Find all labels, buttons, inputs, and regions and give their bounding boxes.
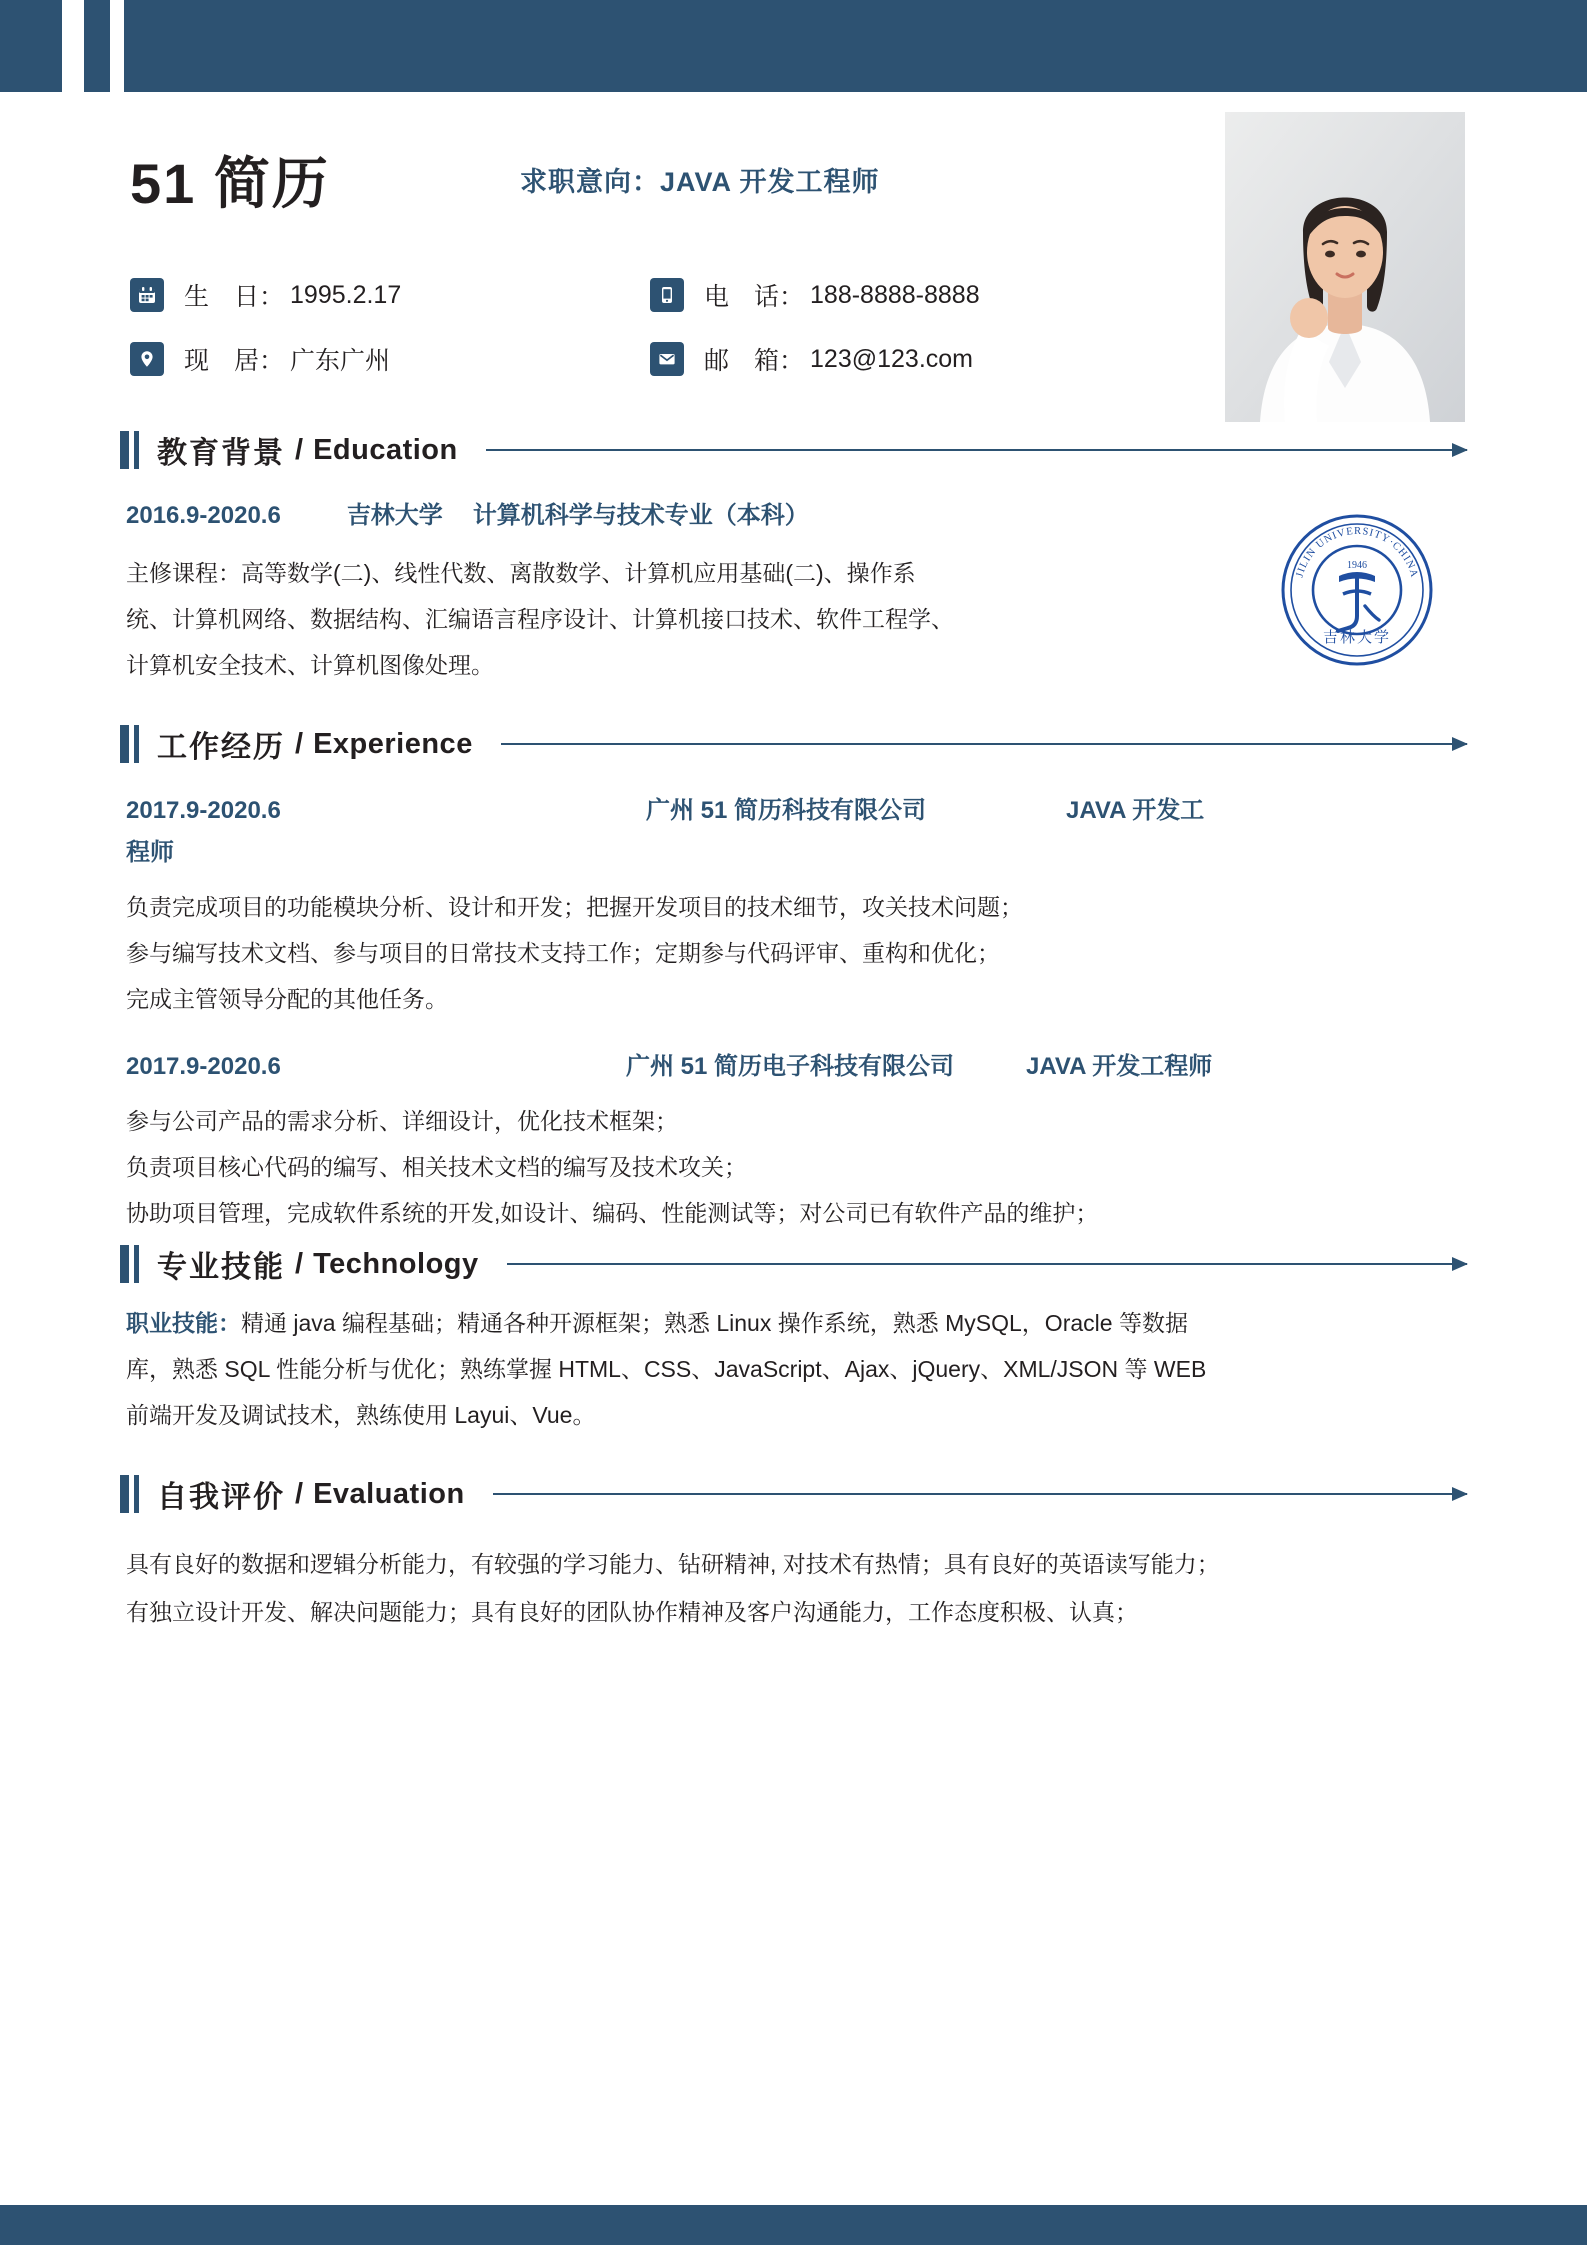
section-title-cn: 工作经历: [157, 731, 285, 764]
experience-company: 广州 51 简历科技有限公司: [646, 797, 927, 824]
experience-duty: 负责项目核心代码的编写、相关技术文档的编写及技术攻关；: [126, 1154, 747, 1180]
evaluation-block: [120, 1540, 1467, 1637]
bottom-decor-bar: [0, 2205, 1587, 2245]
university-logo-icon: [1277, 510, 1437, 670]
experience-block: [120, 790, 1467, 1236]
contact-phone: [650, 277, 980, 313]
svg-text:1946: 1946: [1347, 560, 1367, 571]
svg-text:吉林大学: 吉林大学: [1322, 630, 1392, 646]
education-block: [120, 498, 1467, 688]
section-title-slash: /: [295, 1477, 304, 1510]
top-decor-bar: [0, 0, 1587, 92]
technology-line: 库，熟悉 SQL 性能分析与优化；熟练掌握 HTML、CSS、JavaScript、Ajax、jQuery、XML/JSON 等 WEB: [126, 1356, 1207, 1382]
location-icon: [130, 342, 164, 376]
contact-row: [130, 277, 1140, 313]
section-title-slash: /: [295, 1247, 304, 1280]
heading-bars-icon: [120, 1475, 139, 1513]
section-title-cn: 教育背景: [157, 437, 285, 470]
section-heading-education: [120, 428, 1467, 472]
technology-text: [126, 1300, 1456, 1438]
section-title-cn: 专业技能: [157, 1251, 285, 1284]
top-decor-notch-b: [110, 0, 124, 92]
contact-location-value: 广东广州: [290, 347, 391, 375]
contact-email: [650, 341, 973, 377]
section-title-en: Evaluation: [313, 1477, 465, 1510]
education-course-line: 计算机安全技术、计算机图像处理。: [126, 652, 494, 678]
experience-date: 2017.9-2020.6: [126, 1053, 281, 1080]
section-title-en: Experience: [313, 727, 473, 760]
section-heading-evaluation: [120, 1472, 1467, 1516]
section-title-cn: 自我评价: [157, 1481, 285, 1514]
contact-grid: [130, 277, 1140, 405]
experience-date: 2017.9-2020.6: [126, 797, 281, 824]
contact-birthday-value: 1995.2.17: [290, 280, 402, 309]
education-entry-head: [126, 498, 1467, 534]
contact-phone-value: 188-8888-8888: [810, 280, 980, 309]
resume-header: [120, 92, 1467, 422]
technology-line: 精通 java 编程基础；精通各种开源框架；熟悉 Linux 操作系统，熟悉 MySQL，Oracle 等数据: [241, 1310, 1188, 1336]
avatar: [1225, 112, 1465, 422]
heading-bars-icon: [120, 725, 139, 763]
experience-duty: 负责完成项目的功能模块分析、设计和开发；把握开发项目的技术细节，攻关技术问题；: [126, 894, 1023, 920]
experience-company: 广州 51 简历电子科技有限公司: [626, 1053, 955, 1080]
contact-email-value: 123@123.com: [810, 344, 973, 373]
section-title-slash: /: [295, 727, 304, 760]
experience-entry-head: [126, 1046, 1476, 1088]
section-heading-technology: [120, 1242, 1467, 1286]
heading-arrow-line: [493, 1493, 1467, 1495]
experience-duty: 协助项目管理，完成软件系统的开发,如设计、编码、性能测试等；对公司已有软件产品的维护；: [126, 1200, 1099, 1226]
evaluation-line: 具有良好的数据和逻辑分析能力，有较强的学习能力、钻研精神, 对技术有热情；具有良好的英语读写能力；: [126, 1551, 1220, 1577]
education-course-line: 主修课程：高等数学(二)、线性代数、离散数学、计算机应用基础(二)、操作系: [126, 560, 916, 586]
experience-duty: 参与编写技术文档、参与项目的日常技术支持工作；定期参与代码评审、重构和优化；: [126, 940, 1000, 966]
calendar-icon: [130, 278, 164, 312]
technology-line: 前端开发及调试技术，熟练使用 Layui、Vue。: [126, 1402, 596, 1428]
svg-text:JILIN UNIVERSITY·CHINA: JILIN UNIVERSITY·CHINA: [1294, 525, 1420, 580]
contact-phone-label: 电 话：: [704, 283, 805, 311]
education-course-line: 统、计算机网络、数据结构、汇编语言程序设计、计算机接口技术、软件工程学、: [126, 606, 954, 632]
contact-row: [130, 341, 1140, 377]
mail-icon: [650, 342, 684, 376]
heading-bars-icon: [120, 431, 139, 469]
education-major: 计算机科学与技术专业（本科）: [472, 502, 809, 529]
education-date: 2016.9-2020.6: [126, 502, 281, 529]
resume-page: [0, 92, 1587, 2205]
experience-position-wrap: 程师: [126, 839, 174, 866]
contact-birthday: [130, 277, 650, 313]
experience-position: JAVA 开发工程师: [1026, 1053, 1213, 1080]
contact-location-label: 现 居：: [184, 347, 285, 375]
top-decor-notch-a: [62, 0, 84, 92]
heading-arrow-line: [486, 449, 1467, 451]
evaluation-line: 有独立设计开发、解决问题能力；具有良好的团队协作精神及客户沟通能力，工作态度积极、认真；: [126, 1599, 1138, 1626]
technology-label: 职业技能：: [126, 1310, 241, 1336]
heading-arrow-line: [507, 1263, 1467, 1265]
section-title-en: Education: [313, 433, 458, 466]
phone-icon: [650, 278, 684, 312]
section-heading-experience: [120, 722, 1467, 766]
evaluation-text: [126, 1540, 1456, 1637]
experience-duty: 参与公司产品的需求分析、详细设计，优化技术框架；: [126, 1108, 678, 1134]
page-title: 51 简历: [130, 152, 330, 215]
education-school: 吉林大学: [346, 502, 443, 529]
technology-block: [120, 1300, 1467, 1438]
section-title-en: Technology: [313, 1247, 479, 1280]
heading-bars-icon: [120, 1245, 139, 1283]
section-title-slash: /: [295, 433, 304, 466]
contact-email-label: 邮 箱：: [704, 347, 805, 375]
experience-duty: 完成主管领导分配的其他任务。: [126, 986, 448, 1012]
heading-arrow-line: [501, 743, 1467, 745]
experience-entry-head: [126, 790, 1476, 874]
job-intent: 求职意向：JAVA 开发工程师: [520, 167, 880, 197]
experience-position: JAVA 开发工: [1066, 797, 1205, 824]
contact-location: [130, 341, 650, 377]
contact-birthday-label: 生 日：: [184, 283, 285, 311]
